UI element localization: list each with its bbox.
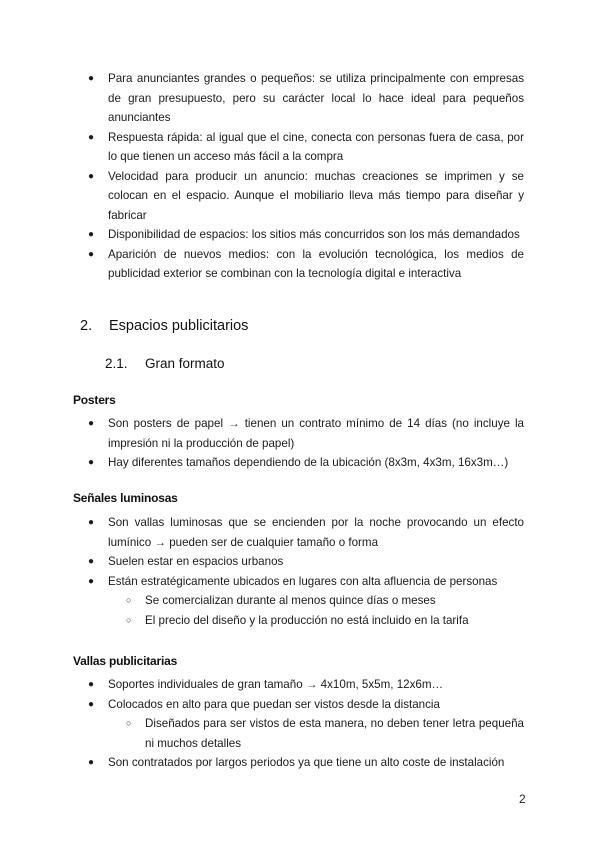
bullet-icon: ● [88,575,95,587]
bullet-icon: ● [88,418,95,429]
list-item: ● Soportes individuales de gran tamaño → 4x10m, 5x5m, 12x6m… [0,675,600,695]
list-item: ● Respuesta rápida: al igual que el cine, conecta con personas fuera de casa, por lo que tienen un acceso más fácil a la compra [0,128,600,167]
bullet-icon: ● [88,73,95,84]
vallas-heading: Vallas publicitarias [73,654,178,668]
senales-list [0,513,600,630]
bullet-icon: ● [88,229,95,240]
page-number: 2 [519,792,526,806]
list-item: ● Son vallas luminosas que se encienden por la noche provocando un efecto lumínico → pueden ser de cualquier tamaño o forma [0,513,600,552]
list-item: ● Son contratados por largos periodos ya que tiene un alto coste de instalación [0,753,600,773]
circle-bullet-icon: ○ [126,595,132,605]
list-item: ● Velocidad para producir un anuncio: muchas creaciones se imprimen y se colocan en el espacio. Aunque el mobiliario lleva más tiempo para diseñar y fabricar [0,167,600,226]
bullet-icon: ● [88,698,95,710]
section-heading: 2. Espacios publicitarios [80,318,249,334]
list-item: ● Están estratégicamente ubicados en lugares con alta afluencia de personas [0,572,600,592]
bullet-icon: ● [88,517,95,528]
bullet-icon: ● [88,248,95,260]
list-item: ● Hay diferentes tamaños dependiendo de la ubicación (8x3m, 4x3m, 16x3m…) [0,453,600,473]
bullet-icon: ● [88,457,95,468]
sub-list-item: ○ Diseñados para ser vistos de esta manera, no deben tener letra pequeña ni muchos detalles [0,714,600,753]
sub-list-item: ○ El precio del diseño y la producción no está incluido en la tarifa [0,611,600,631]
circle-bullet-icon: ○ [126,718,132,728]
list-item: ● Disponibilidad de espacios: los sitios más concurridos son los más demandados [0,225,600,245]
circle-bullet-icon: ○ [126,614,132,625]
bullet-icon: ● [88,757,95,768]
list-item: ● Aparición de nuevos medios: con la evolución tecnológica, los medios de publicidad exterior se combinan con la tecnología digital e interactiva [0,245,600,284]
bullet-icon: ● [88,170,95,182]
bullet-icon: ● [88,556,95,567]
vallas-list [0,675,600,773]
posters-heading: Posters [73,393,116,407]
bullet-icon: ● [88,131,95,143]
posters-list [0,414,600,473]
list-item: ● Colocados en alto para que puedan ser vistos desde la distancia [0,695,600,715]
subsection-heading: 2.1. Gran formato [105,356,225,371]
senales-heading: Señales luminosas [73,491,178,505]
advantages-list [0,69,600,284]
list-item: ● Suelen estar en espacios urbanos [0,552,600,572]
list-item: ● Para anunciantes grandes o pequeños: se utiliza principalmente con empresas de gran presupuesto, pero su carácter local lo hace ideal para pequeños anunciantes [0,69,600,128]
sub-list-item: ○ Se comercializan durante al menos quince días o meses [0,591,600,611]
list-item: ● Son posters de papel → tienen un contrato mínimo de 14 días (no incluye la impresión ni la producción de papel) [0,414,600,453]
bullet-icon: ● [88,679,95,690]
